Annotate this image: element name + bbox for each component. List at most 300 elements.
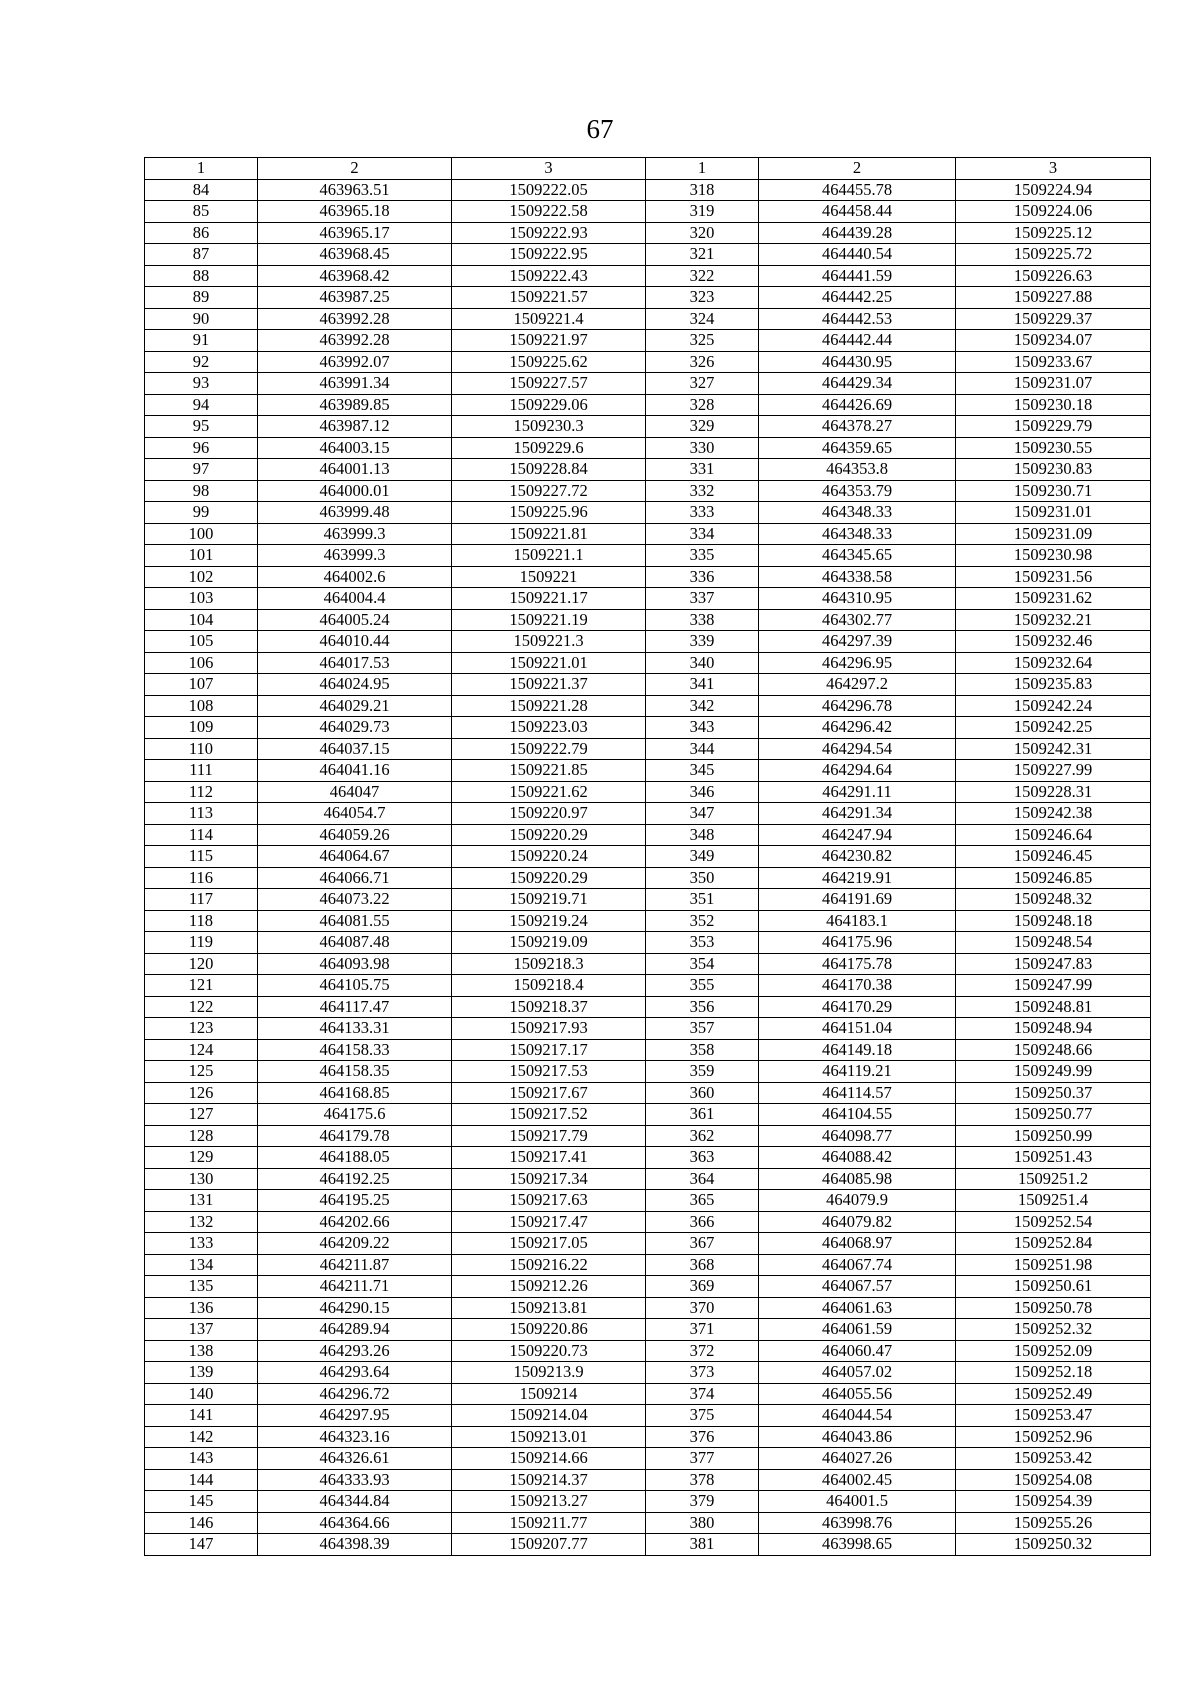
table-cell: 100: [145, 523, 258, 545]
table-cell: 464158.33: [258, 1039, 452, 1061]
table-cell: 464044.54: [759, 1405, 956, 1427]
table-cell: 1509207.77: [452, 1534, 646, 1556]
table-cell: 345: [646, 760, 759, 782]
table-cell: 90: [145, 308, 258, 330]
table-cell: 464458.44: [759, 201, 956, 223]
table-cell: 464133.31: [258, 1018, 452, 1040]
table-cell: 360: [646, 1082, 759, 1104]
table-cell: 464024.95: [258, 674, 452, 696]
table-cell: 1509217.34: [452, 1168, 646, 1190]
table-cell: 368: [646, 1254, 759, 1276]
table-cell: 131: [145, 1190, 258, 1212]
table-cell: 128: [145, 1125, 258, 1147]
table-cell: 464043.86: [759, 1426, 956, 1448]
table-cell: 146: [145, 1512, 258, 1534]
table-cell: 464296.72: [258, 1383, 452, 1405]
table-cell: 96: [145, 437, 258, 459]
table-row: [145, 760, 1151, 782]
table-cell: 364: [646, 1168, 759, 1190]
table-row: [145, 1448, 1151, 1470]
table-cell: 464297.95: [258, 1405, 452, 1427]
table-cell: 340: [646, 652, 759, 674]
table-cell: 1509224.94: [956, 179, 1151, 201]
table-cell: 1509248.94: [956, 1018, 1151, 1040]
header-cell: 2: [759, 158, 956, 180]
table-cell: 464114.57: [759, 1082, 956, 1104]
table-cell: 464079.9: [759, 1190, 956, 1212]
table-cell: 1509230.3: [452, 416, 646, 438]
table-cell: 463999.3: [258, 523, 452, 545]
table-cell: 1509217.67: [452, 1082, 646, 1104]
table-row: [145, 1211, 1151, 1233]
table-cell: 91: [145, 330, 258, 352]
table-row: [145, 1125, 1151, 1147]
table-cell: 463965.18: [258, 201, 452, 223]
table-cell: 464061.59: [759, 1319, 956, 1341]
table-cell: 1509253.47: [956, 1405, 1151, 1427]
table-cell: 464302.77: [759, 609, 956, 631]
table-cell: 464195.25: [258, 1190, 452, 1212]
table-cell: 464017.53: [258, 652, 452, 674]
table-cell: 89: [145, 287, 258, 309]
table-cell: 1509247.99: [956, 975, 1151, 997]
table-cell: 1509227.57: [452, 373, 646, 395]
table-cell: 1509251.43: [956, 1147, 1151, 1169]
table-row: [145, 695, 1151, 717]
table-row: [145, 566, 1151, 588]
table-cell: 1509246.85: [956, 867, 1151, 889]
table-cell: 132: [145, 1211, 258, 1233]
header-cell: 1: [145, 158, 258, 180]
table-cell: 1509230.71: [956, 480, 1151, 502]
table-cell: 464202.66: [258, 1211, 452, 1233]
table-cell: 343: [646, 717, 759, 739]
table-cell: 1509230.98: [956, 545, 1151, 567]
table-row: [145, 437, 1151, 459]
table-row: [145, 717, 1151, 739]
table-cell: 332: [646, 480, 759, 502]
table-cell: 381: [646, 1534, 759, 1556]
table-row: [145, 351, 1151, 373]
table-cell: 464338.58: [759, 566, 956, 588]
table-cell: 1509221.3: [452, 631, 646, 653]
table-cell: 464151.04: [759, 1018, 956, 1040]
table-cell: 104: [145, 609, 258, 631]
table-cell: 464353.8: [759, 459, 956, 481]
table-cell: 464348.33: [759, 523, 956, 545]
table-cell: 1509217.17: [452, 1039, 646, 1061]
table-cell: 1509217.63: [452, 1190, 646, 1212]
table-cell: 1509221.85: [452, 760, 646, 782]
table-cell: 125: [145, 1061, 258, 1083]
table-cell: 1509250.37: [956, 1082, 1151, 1104]
table-cell: 464293.26: [258, 1340, 452, 1362]
table-row: [145, 889, 1151, 911]
table-row: [145, 330, 1151, 352]
table-cell: 129: [145, 1147, 258, 1169]
table-cell: 1509218.4: [452, 975, 646, 997]
table-cell: 1509228.84: [452, 459, 646, 481]
table-cell: 464064.67: [258, 846, 452, 868]
table-cell: 463987.25: [258, 287, 452, 309]
table-cell: 1509228.31: [956, 781, 1151, 803]
table-cell: 117: [145, 889, 258, 911]
table-cell: 323: [646, 287, 759, 309]
table-cell: 1509213.01: [452, 1426, 646, 1448]
table-cell: 329: [646, 416, 759, 438]
table-cell: 87: [145, 244, 258, 266]
table-cell: 464001.13: [258, 459, 452, 481]
table-cell: 113: [145, 803, 258, 825]
table-row: [145, 459, 1151, 481]
table-cell: 1509221.28: [452, 695, 646, 717]
table-cell: 121: [145, 975, 258, 997]
table-cell: 464087.48: [258, 932, 452, 954]
table-cell: 1509246.64: [956, 824, 1151, 846]
table-cell: 464002.45: [759, 1469, 956, 1491]
table-cell: 1509231.56: [956, 566, 1151, 588]
table-cell: 464003.15: [258, 437, 452, 459]
table-cell: 464333.93: [258, 1469, 452, 1491]
table-cell: 1509227.72: [452, 480, 646, 502]
table-cell: 1509227.88: [956, 287, 1151, 309]
table-row: [145, 803, 1151, 825]
table-cell: 1509220.97: [452, 803, 646, 825]
table-cell: 464054.7: [258, 803, 452, 825]
table-row: [145, 1512, 1151, 1534]
table-cell: 350: [646, 867, 759, 889]
table-cell: 1509248.81: [956, 996, 1151, 1018]
table-cell: 463968.42: [258, 265, 452, 287]
table-cell: 464066.71: [258, 867, 452, 889]
table-cell: 1509226.63: [956, 265, 1151, 287]
table-cell: 1509219.09: [452, 932, 646, 954]
table-cell: 464344.84: [258, 1491, 452, 1513]
table-cell: 124: [145, 1039, 258, 1061]
table-row: [145, 1426, 1151, 1448]
table-cell: 1509250.99: [956, 1125, 1151, 1147]
table-cell: 1509252.49: [956, 1383, 1151, 1405]
table-cell: 464088.42: [759, 1147, 956, 1169]
table-row: [145, 308, 1151, 330]
table-cell: 464037.15: [258, 738, 452, 760]
table-cell: 342: [646, 695, 759, 717]
table-cell: 464073.22: [258, 889, 452, 911]
table-cell: 1509214.37: [452, 1469, 646, 1491]
table-cell: 464081.55: [258, 910, 452, 932]
table-row: [145, 1254, 1151, 1276]
table-cell: 115: [145, 846, 258, 868]
table-cell: 1509223.03: [452, 717, 646, 739]
table-cell: 464297.39: [759, 631, 956, 653]
table-cell: 1509217.93: [452, 1018, 646, 1040]
table-cell: 464149.18: [759, 1039, 956, 1061]
table-cell: 464398.39: [258, 1534, 452, 1556]
table-cell: 352: [646, 910, 759, 932]
table-cell: 378: [646, 1469, 759, 1491]
table-cell: 1509220.86: [452, 1319, 646, 1341]
table-cell: 355: [646, 975, 759, 997]
table-cell: 145: [145, 1491, 258, 1513]
table-cell: 464429.34: [759, 373, 956, 395]
table-cell: 331: [646, 459, 759, 481]
table-cell: 1509224.06: [956, 201, 1151, 223]
table-cell: 1509211.77: [452, 1512, 646, 1534]
table-cell: 370: [646, 1297, 759, 1319]
table-cell: 1509251.98: [956, 1254, 1151, 1276]
table-row: [145, 1233, 1151, 1255]
table-cell: 1509213.27: [452, 1491, 646, 1513]
table-cell: 108: [145, 695, 258, 717]
table-cell: 133: [145, 1233, 258, 1255]
table-cell: 464179.78: [258, 1125, 452, 1147]
table-cell: 1509221.57: [452, 287, 646, 309]
table-cell: 130: [145, 1168, 258, 1190]
table-cell: 464085.98: [759, 1168, 956, 1190]
table-cell: 1509252.54: [956, 1211, 1151, 1233]
header-cell: 3: [452, 158, 646, 180]
table-cell: 359: [646, 1061, 759, 1083]
table-cell: 1509242.24: [956, 695, 1151, 717]
table-cell: 464442.44: [759, 330, 956, 352]
table-cell: 1509246.45: [956, 846, 1151, 868]
table-cell: 116: [145, 867, 258, 889]
table-cell: 338: [646, 609, 759, 631]
table-cell: 464117.47: [258, 996, 452, 1018]
table-row: [145, 523, 1151, 545]
table-cell: 377: [646, 1448, 759, 1470]
table-cell: 1509222.58: [452, 201, 646, 223]
table-cell: 321: [646, 244, 759, 266]
table-cell: 1509222.95: [452, 244, 646, 266]
table-cell: 101: [145, 545, 258, 567]
table-row: [145, 373, 1151, 395]
table-cell: 464323.16: [258, 1426, 452, 1448]
table-cell: 1509250.78: [956, 1297, 1151, 1319]
table-cell: 464359.65: [759, 437, 956, 459]
table-cell: 1509231.62: [956, 588, 1151, 610]
table-cell: 1509221.81: [452, 523, 646, 545]
table-cell: 1509249.99: [956, 1061, 1151, 1083]
table-cell: 464442.53: [759, 308, 956, 330]
table-cell: 464002.6: [258, 566, 452, 588]
table-cell: 1509250.32: [956, 1534, 1151, 1556]
table-cell: 464291.11: [759, 781, 956, 803]
table-cell: 463987.12: [258, 416, 452, 438]
table-row: [145, 545, 1151, 567]
table-cell: 102: [145, 566, 258, 588]
table-cell: 464059.26: [258, 824, 452, 846]
table-cell: 463991.34: [258, 373, 452, 395]
table-cell: 1509221.62: [452, 781, 646, 803]
table-cell: 464175.78: [759, 953, 956, 975]
table-cell: 318: [646, 179, 759, 201]
table-row: [145, 480, 1151, 502]
table-cell: 463999.3: [258, 545, 452, 567]
table-cell: 1509214.66: [452, 1448, 646, 1470]
table-cell: 464055.56: [759, 1383, 956, 1405]
table-cell: 363: [646, 1147, 759, 1169]
table-cell: 95: [145, 416, 258, 438]
table-cell: 143: [145, 1448, 258, 1470]
table-row: [145, 1061, 1151, 1083]
table-cell: 463989.85: [258, 394, 452, 416]
table-cell: 1509218.37: [452, 996, 646, 1018]
table-cell: 94: [145, 394, 258, 416]
table-cell: 1509221: [452, 566, 646, 588]
coordinates-table: [144, 157, 1151, 1556]
table-cell: 110: [145, 738, 258, 760]
table-cell: 118: [145, 910, 258, 932]
table-cell: 464442.25: [759, 287, 956, 309]
table-row: [145, 502, 1151, 524]
table-cell: 464353.79: [759, 480, 956, 502]
table-row: [145, 179, 1151, 201]
table-cell: 1509229.06: [452, 394, 646, 416]
table-cell: 1509220.24: [452, 846, 646, 868]
table-row: [145, 652, 1151, 674]
table-cell: 464440.54: [759, 244, 956, 266]
table-cell: 137: [145, 1319, 258, 1341]
table-cell: 324: [646, 308, 759, 330]
table-cell: 333: [646, 502, 759, 524]
table-cell: 1509222.93: [452, 222, 646, 244]
table-row: [145, 394, 1151, 416]
table-cell: 1509252.84: [956, 1233, 1151, 1255]
header-cell: 2: [258, 158, 452, 180]
table-cell: 111: [145, 760, 258, 782]
table-cell: 464029.21: [258, 695, 452, 717]
table-cell: 464104.55: [759, 1104, 956, 1126]
table-cell: 1509229.79: [956, 416, 1151, 438]
table-cell: 464005.24: [258, 609, 452, 631]
table-cell: 122: [145, 996, 258, 1018]
table-cell: 319: [646, 201, 759, 223]
table-cell: 464067.57: [759, 1276, 956, 1298]
table-cell: 464439.28: [759, 222, 956, 244]
table-row: [145, 1276, 1151, 1298]
table-cell: 1509230.83: [956, 459, 1151, 481]
table-cell: 142: [145, 1426, 258, 1448]
table-cell: 464209.22: [258, 1233, 452, 1255]
table-cell: 464029.73: [258, 717, 452, 739]
table-cell: 325: [646, 330, 759, 352]
table-cell: 1509219.71: [452, 889, 646, 911]
table-cell: 320: [646, 222, 759, 244]
table-cell: 464293.64: [258, 1362, 452, 1384]
table-cell: 464000.01: [258, 480, 452, 502]
table-cell: 380: [646, 1512, 759, 1534]
table-cell: 358: [646, 1039, 759, 1061]
table-cell: 341: [646, 674, 759, 696]
table-cell: 1509231.07: [956, 373, 1151, 395]
table-row: [145, 996, 1151, 1018]
table-cell: 464348.33: [759, 502, 956, 524]
table-row: [145, 1319, 1151, 1341]
table-cell: 464158.35: [258, 1061, 452, 1083]
table-cell: 464296.42: [759, 717, 956, 739]
table-cell: 464188.05: [258, 1147, 452, 1169]
table-cell: 463998.76: [759, 1512, 956, 1534]
table-row: [145, 416, 1151, 438]
table-cell: 1509225.96: [452, 502, 646, 524]
table-cell: 1509255.26: [956, 1512, 1151, 1534]
table-cell: 1509220.29: [452, 867, 646, 889]
table-cell: 356: [646, 996, 759, 1018]
table-cell: 464247.94: [759, 824, 956, 846]
table-cell: 365: [646, 1190, 759, 1212]
table-cell: 464060.47: [759, 1340, 956, 1362]
table-cell: 464057.02: [759, 1362, 956, 1384]
table-row: [145, 1491, 1151, 1513]
table-cell: 1509231.09: [956, 523, 1151, 545]
table-row: [145, 953, 1151, 975]
table-cell: 1509213.9: [452, 1362, 646, 1384]
table-cell: 464067.74: [759, 1254, 956, 1276]
table-cell: 1509254.08: [956, 1469, 1151, 1491]
table-cell: 1509229.6: [452, 437, 646, 459]
table-cell: 336: [646, 566, 759, 588]
table-cell: 464175.6: [258, 1104, 452, 1126]
table-cell: 139: [145, 1362, 258, 1384]
table-row: [145, 932, 1151, 954]
table-cell: 1509221.01: [452, 652, 646, 674]
table-cell: 322: [646, 265, 759, 287]
table-cell: 464170.38: [759, 975, 956, 997]
table-cell: 464230.82: [759, 846, 956, 868]
table-cell: 1509221.4: [452, 308, 646, 330]
table-cell: 1509221.19: [452, 609, 646, 631]
table-cell: 354: [646, 953, 759, 975]
table-cell: 144: [145, 1469, 258, 1491]
table-cell: 99: [145, 502, 258, 524]
table-cell: 1509251.2: [956, 1168, 1151, 1190]
table-cell: 372: [646, 1340, 759, 1362]
table-cell: 464079.82: [759, 1211, 956, 1233]
table-row: [145, 910, 1151, 932]
table-cell: 366: [646, 1211, 759, 1233]
table-cell: 369: [646, 1276, 759, 1298]
table-cell: 463965.17: [258, 222, 452, 244]
table-cell: 1509213.81: [452, 1297, 646, 1319]
table-cell: 326: [646, 351, 759, 373]
table-row: [145, 1297, 1151, 1319]
table-cell: 1509230.18: [956, 394, 1151, 416]
table-cell: 134: [145, 1254, 258, 1276]
table-cell: 1509235.83: [956, 674, 1151, 696]
table-cell: 1509242.38: [956, 803, 1151, 825]
table-row: [145, 201, 1151, 223]
table-cell: 330: [646, 437, 759, 459]
table-row: [145, 265, 1151, 287]
table-row: [145, 738, 1151, 760]
table-cell: 114: [145, 824, 258, 846]
table-cell: 464041.16: [258, 760, 452, 782]
table-row: [145, 1383, 1151, 1405]
table-cell: 1509242.25: [956, 717, 1151, 739]
table-cell: 119: [145, 932, 258, 954]
table-cell: 464211.71: [258, 1276, 452, 1298]
table-body: [145, 179, 1151, 1555]
table-cell: 1509248.54: [956, 932, 1151, 954]
table-cell: 1509230.55: [956, 437, 1151, 459]
table-cell: 464105.75: [258, 975, 452, 997]
table-cell: 92: [145, 351, 258, 373]
table-cell: 1509225.62: [452, 351, 646, 373]
table-cell: 1509247.83: [956, 953, 1151, 975]
table-cell: 464068.97: [759, 1233, 956, 1255]
table-cell: 464289.94: [258, 1319, 452, 1341]
